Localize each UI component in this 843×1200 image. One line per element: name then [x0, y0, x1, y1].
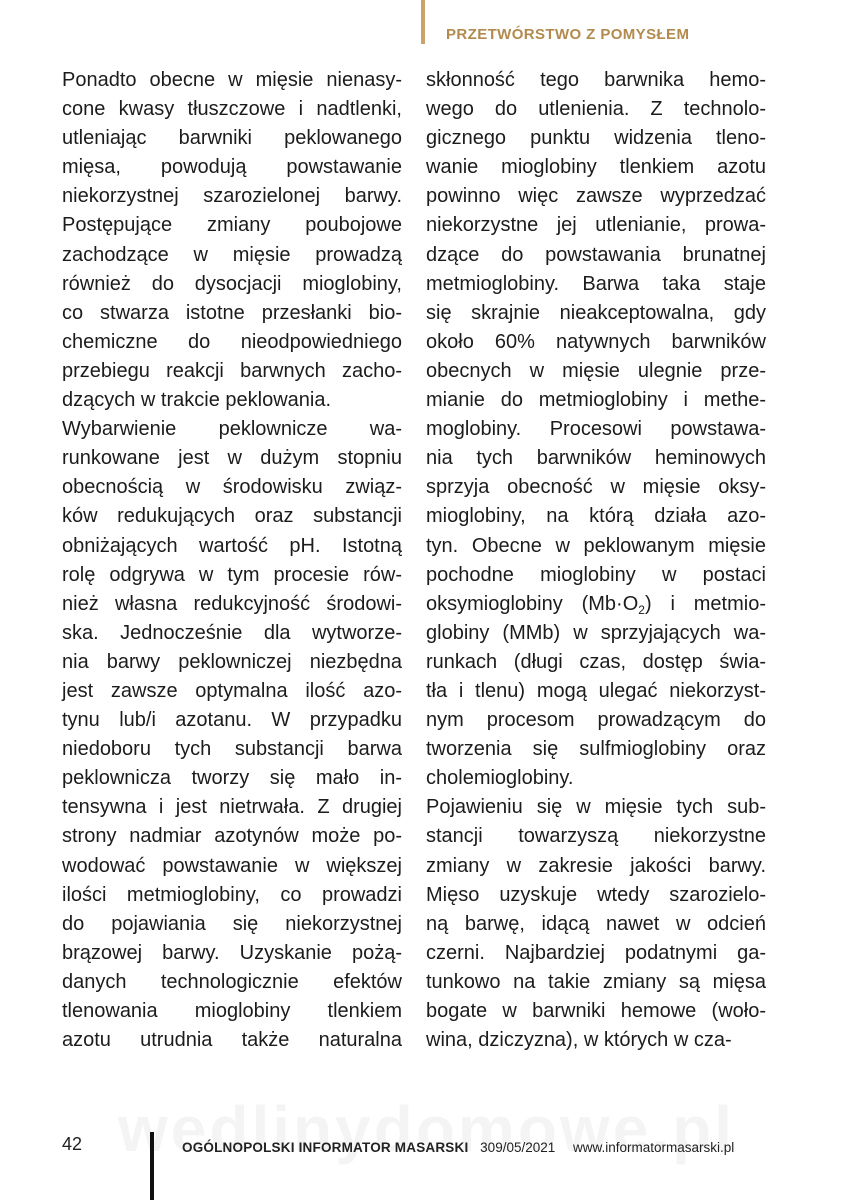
text-line: runkach (długi czas, dostęp świa- [426, 650, 766, 673]
text-line: tynu lub/i azotanu. W przypadku [62, 709, 402, 732]
text-line: tensywna i jest nietrwała. Z drugiej [62, 796, 402, 819]
text-line: azotu utrudnia także naturalna [62, 1029, 402, 1052]
text-line: moglobiny. Procesowi powstawa- [426, 418, 766, 441]
text-line: pochodne mioglobiny w postaci [426, 563, 766, 586]
text-line: również do dysocjacji mioglobiny, [62, 272, 402, 295]
text-line: sprzyja obecność w mięsie oksy- [426, 476, 766, 499]
text-line: obecnością w środowisku związ- [62, 476, 402, 499]
text-line: dzących w trakcie peklowania. [62, 389, 332, 412]
text-line: wina, dziczyzna), w których w cza- [426, 1029, 732, 1052]
text-line: cone kwasy tłuszczowe i nadtlenki, [62, 98, 402, 121]
text-line: ska. Jednocześnie dla wytworze- [62, 621, 402, 644]
text-line: nym procesom prowadzącym do [426, 709, 766, 732]
text-line: tworzenia się sulfmioglobiny oraz [426, 738, 766, 761]
text-line: rolę odgrywa w tym procesie rów- [62, 563, 402, 586]
text-line: niekorzystne jej utlenianie, prowa- [426, 214, 766, 237]
text-line: mianie do metmioglobiny i methe- [426, 389, 766, 412]
text-line: około 60% natywnych barwników [426, 330, 766, 353]
text-line: nia tych barwników heminowych [426, 447, 766, 470]
issue-number: 309/05/2021 [480, 1140, 556, 1155]
text-line: metmioglobiny. Barwa taka staje [426, 272, 766, 295]
text-line: do pojawiania się niekorzystnej [62, 912, 402, 935]
text-line: chemiczne do nieodpowiedniego [62, 330, 402, 353]
text-line: danych technologicznie efektów [62, 970, 402, 993]
text-line: niekorzystnej szarozielonej barwy. [62, 185, 402, 208]
footer-divider [150, 1132, 154, 1200]
text-line: runkowane jest w dużym stopniu [62, 447, 402, 470]
text-line: strony nadmiar azotynów może po- [62, 825, 402, 848]
article-column-right [426, 66, 766, 1055]
text-line: utleniając barwniki peklowanego [62, 127, 402, 150]
text-line: skłonność tego barwnika hemo- [426, 69, 766, 91]
text-line: stancji towarzyszą niekorzystne [426, 825, 766, 848]
text-line: Wybarwienie peklownicze wa- [62, 418, 402, 441]
text-line: brązowej barwy. Uzyskanie pożą- [62, 941, 402, 964]
text-line: globiny (MMb) w sprzyjających wa- [426, 621, 766, 644]
text-line: obniżających wartość pH. Istotną [62, 534, 402, 557]
text-line: obecnych w mięsie ulegnie prze- [426, 359, 766, 382]
text-line: tlenowania mioglobiny tlenkiem [62, 1000, 402, 1022]
text-line: mioglobiny, na którą działa azo- [426, 505, 766, 528]
right-column-text-top [426, 66, 766, 590]
text-line: powinno więc zawsze wyprzedzać [426, 185, 766, 208]
text-line: przebiegu reakcji barwnych zacho- [62, 359, 402, 382]
header-accent-bar [421, 0, 425, 44]
text-line: zachodzące w mięsie prowadzą [62, 243, 402, 266]
footer-info [182, 1140, 734, 1155]
text-line: nież własna redukcyjność środowi- [62, 592, 402, 615]
text-line: mięsa, powodują powstawanie [62, 156, 402, 179]
text-line: nia barwy peklowniczej niezbędna [62, 650, 402, 673]
text-line: Ponadto obecne w mięsie nienasy- [62, 69, 402, 91]
page-number: 42 [62, 1134, 83, 1154]
formula-prefix: oksymioglobiny (Mb·O [426, 592, 639, 615]
publication-name: OGÓLNOPOLSKI INFORMATOR MASARSKI [182, 1140, 469, 1155]
text-line: gicznego punktu widzenia tleno- [426, 127, 766, 150]
website-link[interactable]: www.informatormasarski.pl [573, 1140, 735, 1155]
text-line: ilości metmioglobiny, co prowadzi [62, 883, 402, 906]
text-line: dzące do powstawania brunatnej [426, 243, 766, 266]
text-line: wanie mioglobiny tlenkiem azotu [426, 156, 766, 179]
right-column-text-bottom [426, 619, 766, 1055]
text-line: Pojawieniu się w mięsie tych sub- [426, 796, 766, 819]
text-line: co stwarza istotne przesłanki bio- [62, 301, 402, 324]
text-line: wego do utlenienia. Z technolo- [426, 98, 766, 121]
formula-suffix: ) i metmio- [644, 592, 766, 615]
text-line: peklownicza tworzy się mało in- [62, 767, 402, 790]
text-line: cholemioglobiny. [426, 767, 574, 790]
text-line: Postępujące zmiany poubojowe [62, 214, 402, 237]
text-line: jest zawsze optymalna ilość azo- [62, 679, 402, 702]
text-line: Mięso uzyskuje wtedy szarozielo- [426, 883, 766, 906]
text-line: tunkowo na takie zmiany są mięsa [426, 970, 766, 993]
text-line: zmiany w zakresie jakości barwy. [426, 854, 766, 877]
text-line: czerni. Najbardziej podatnymi ga- [426, 941, 766, 964]
article-column-left [62, 66, 402, 1055]
formula-line [426, 590, 766, 619]
text-line: ną barwę, idącą nawet w odcień [426, 912, 766, 935]
section-title: PRZETWÓRSTWO Z POMYSŁEM [446, 26, 690, 43]
text-line: niedoboru tych substancji barwa [62, 738, 402, 761]
formula-subscript: 2 [638, 602, 645, 617]
text-line: bogate w barwniki hemowe (woło- [426, 1000, 766, 1022]
text-line: ków redukujących oraz substancji [62, 505, 402, 528]
text-line: się skrajnie nieakceptowalna, gdy [426, 301, 766, 324]
text-line: tła i tlenu) mogą ulegać niekorzyst- [426, 679, 766, 702]
text-line: wodować powstawanie w większej [62, 854, 402, 877]
text-line: tyn. Obecne w peklowanym mięsie [426, 534, 766, 557]
